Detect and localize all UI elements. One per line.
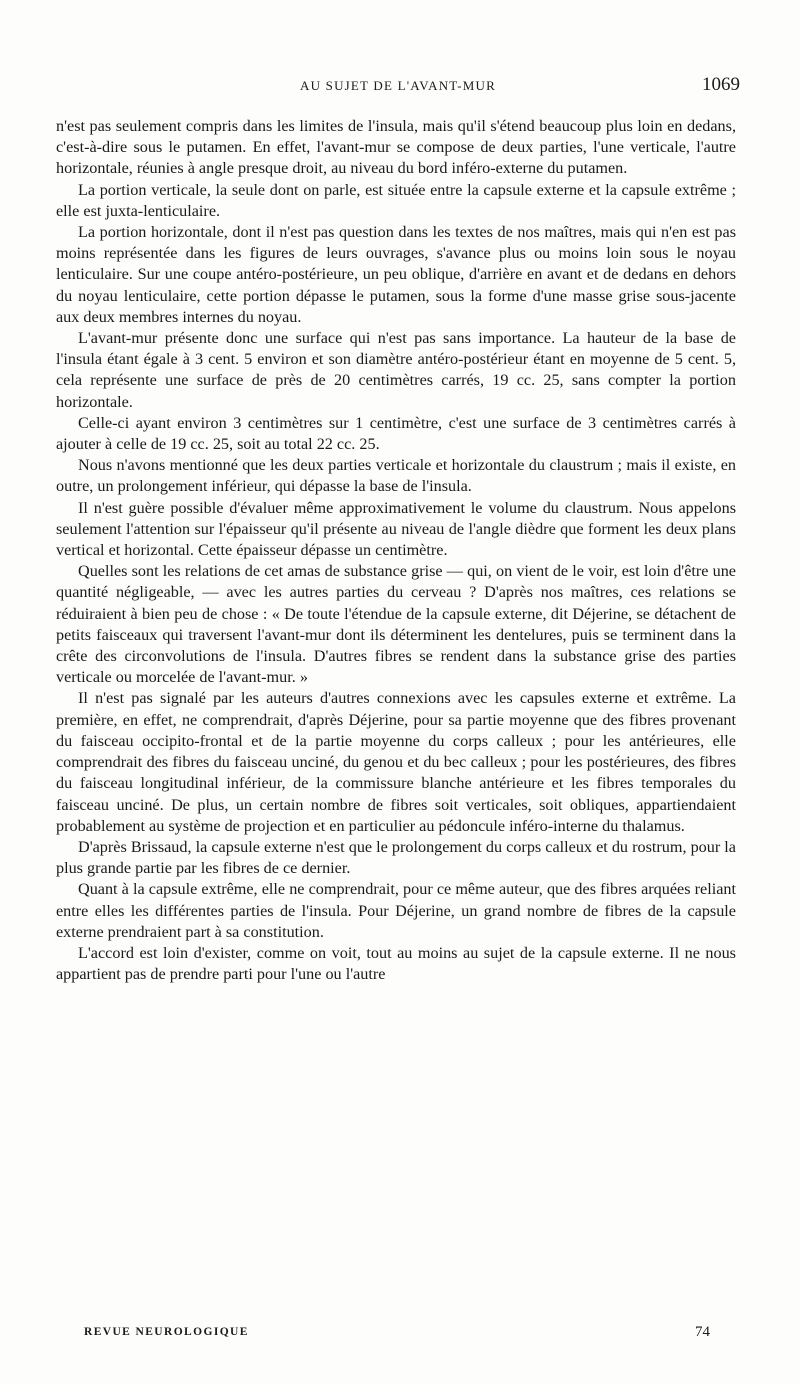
paragraph: Quant à la capsule extrême, elle ne comprendrait, pour ce même auteur, que des fibres arquées reliant entre elles les différentes parties de l'insula. Pour Déjerine, un grand nombre de fibres de la capsule externe prendraient part à sa constitution. [56, 880, 736, 941]
paragraph: Celle-ci ayant environ 3 centimètres sur 1 centimètre, c'est une surface de 3 centimètres carrés à ajouter à celle de 19 cc. 25, soit au total 22 cc. 25. [56, 413, 736, 454]
paragraph: La portion verticale, la seule dont on parle, est située entre la capsule externe et la capsule extrême ; elle est juxta-lenticulaire. [56, 180, 736, 220]
signature-mark: 74 [695, 1324, 710, 1340]
paragraph: L'avant-mur présente donc une surface qui n'est pas sans importance. La hauteur de la base de l'insula étant égale à 3 cent. 5 environ et son diamètre antéro-postérieur étant en moyenne de 5 cent. 5, cela représente une surface de près de 20 centimètres carrés, 19 cc. 25, sans compter la portion horizontale. [56, 329, 736, 411]
paragraph: Il n'est guère possible d'évaluer même approximativement le volume du claustrum. Nous appelons seulement l'attention sur l'épaisseur qu'il présente au niveau de l'angle dièdre que forment les deux plans vertical et horizontal. Cette épaisseur dépasse un centimètre. [56, 498, 736, 560]
page-header [56, 74, 740, 102]
paragraph: Nous n'avons mentionné que les deux parties verticale et horizontale du claustrum ; mais il existe, en outre, un prolongement inférieur, qui dépasse la base de l'insula. [56, 456, 736, 496]
body-text [56, 116, 736, 985]
paragraph: La portion horizontale, dont il n'est pas question dans les textes de nos maîtres, mais qui n'en est pas moins représentée dans les figures de leurs ouvrages, s'avance plus ou moins loin sous le noyau lenticulaire. Sur une coupe antéro-postérieure, un peu oblique, d'arrière en avant et de dedans en dehors du noyau lenticulaire, cette portion dépasse le putamen, sous la forme d'une masse grise sous-jacente aux deux membres internes du noyau. [56, 223, 736, 326]
paragraph: D'après Brissaud, la capsule externe n'est que le prolongement du corps calleux et du rostrum, pour la plus grande partie par les fibres de ce dernier. [56, 837, 736, 878]
running-title: AU SUJET DE L'AVANT-MUR [300, 78, 496, 93]
paragraph: L'accord est loin d'exister, comme on voit, tout au moins au sujet de la capsule externe. Il ne nous appartient pas de prendre parti pour l'une ou l'autre [56, 943, 736, 984]
paragraph: Quelles sont les relations de cet amas de substance grise — qui, on vient de le voir, est loin d'être une quantité négligeable, — avec les autres parties du cerveau ? D'après nos maîtres, ces relations se réduiraient à bien peu de chose : « De toute l'étendue de la capsule externe, dit Déjerine, se détachent de petits faisceaux qui traversent l'avant-mur dont ils déterminent les dentelures, puis se terminent dans la crête des circonvolutions de l'insula. D'autres fibres se rendent dans la substance grise des parties verticale ou morcelée de l'avant-mur. » [56, 562, 736, 687]
paragraph: n'est pas seulement compris dans les limites de l'insula, mais qu'il s'étend beaucoup plus loin en dedans, c'est-à-dire sous le putamen. En effet, l'avant-mur se compose de deux parties, l'une verticale, l'autre horizontale, réunies à angle presque droit, au niveau du bord inféro-externe du putamen. [56, 117, 736, 178]
journal-name: REVUE NEUROLOGIQUE [84, 1326, 249, 1338]
paragraph: Il n'est pas signalé par les auteurs d'autres connexions avec les capsules externe et extrême. La première, en effet, ne comprendrait, d'après Déjerine, pour sa partie moyenne que des fibres provenant du faisceau occipito-frontal et de la partie moyenne du corps calleux ; pour les antérieures, elle comprendrait des fibres du faisceau unciné, du genou et du bec calleux ; pour les postérieures, des fibres du faisceau longitudinal inférieur, de la commissure blanche antérieure et les fibres temporales du faisceau unciné. De plus, un certain nombre de fibres soit verticales, soit obliques, appartiendaient probablement au système de projection et en particulier au pédoncule inféro-interne du thalamus. [56, 689, 736, 835]
page-footer [84, 1326, 710, 1348]
page-number: 1069 [702, 74, 740, 95]
